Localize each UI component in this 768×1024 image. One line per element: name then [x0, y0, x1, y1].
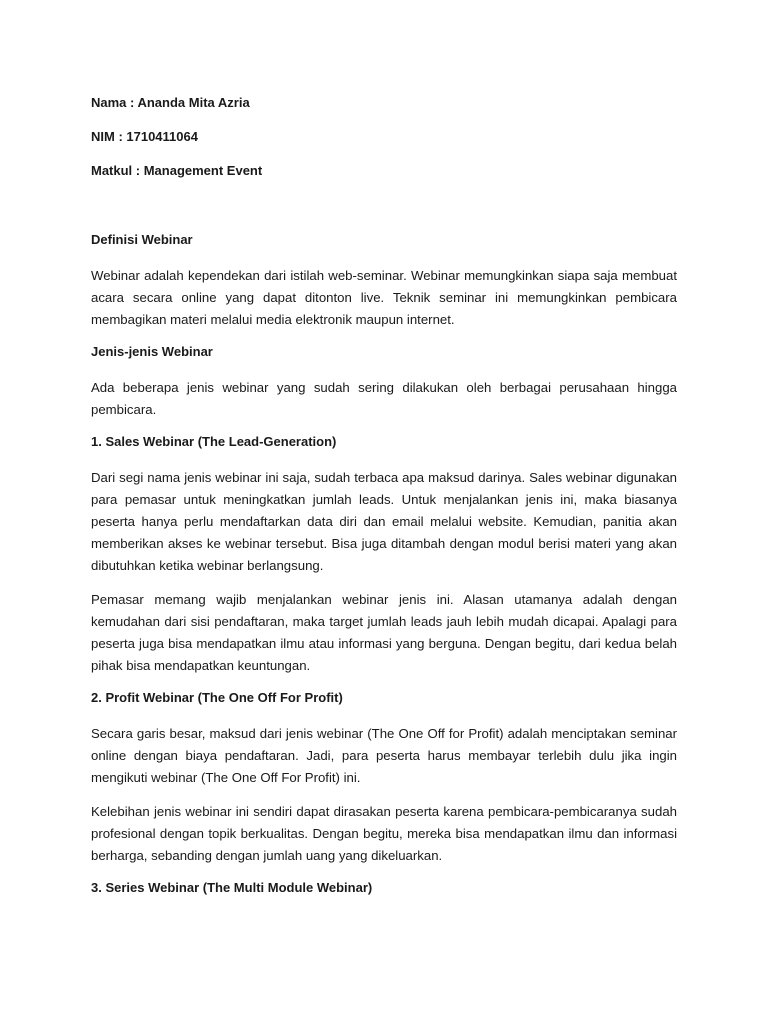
heading-sales-webinar: 1. Sales Webinar (The Lead-Generation) [91, 434, 337, 449]
paragraph-sales-1: Dari segi nama jenis webinar ini saja, sudah terbaca apa maksud darinya. Sales webinar digunakan para pemasar untuk meningkatkan jumlah leads. Untuk menjalankan jenis ini, maka biasanya peserta hanya perlu mendaftarkan data diri dan email melalui website. Kemudian, panitia akan memberikan akses ke webinar tersebut. Bisa juga ditambah dengan modul berisi materi yang akan dibutuhkan ketika webinar berlangsung. [91, 470, 677, 573]
heading-jenis: Jenis-jenis Webinar [91, 344, 213, 359]
heading-definisi: Definisi Webinar [91, 232, 193, 247]
paragraph-profit-1: Secara garis besar, maksud dari jenis webinar (The One Off for Profit) adalah menciptakan seminar online dengan biaya pendaftaran. Jadi, para peserta harus membayar terlebih dulu jika ingin mengikuti webinar (The One Off For Profit) ini. [91, 726, 677, 785]
student-nim: NIM : 1710411064 [91, 129, 198, 144]
paragraph-profit-2: Kelebihan jenis webinar ini sendiri dapat dirasakan peserta karena pembicara-pembicaranya sudah profesional dengan topik berkualitas. Dengan begitu, mereka bisa mendapatkan ilmu dan informasi berharga, sebanding dengan jumlah uang yang dikeluarkan. [91, 804, 677, 863]
paragraph-jenis: Ada beberapa jenis webinar yang sudah sering dilakukan oleh berbagai perusahaan hingga pembicara. [91, 380, 677, 417]
document-page [91, 94, 677, 913]
heading-series-webinar: 3. Series Webinar (The Multi Module Webinar) [91, 880, 373, 895]
paragraph-sales-2: Pemasar memang wajib menjalankan webinar jenis ini. Alasan utamanya adalah dengan kemudahan dari sisi pendaftaran, maka target jumlah leads jauh lebih mudah dicapai. Apalagi para peserta juga bisa mendapatkan ilmu atau informasi yang berguna. Dengan begitu, dari kedua belah pihak bisa mendapatkan keuntungan. [91, 592, 677, 673]
student-name: Nama : Ananda Mita Azria [91, 95, 250, 110]
course-name: Matkul : Management Event [91, 163, 263, 178]
paragraph-definisi: Webinar adalah kependekan dari istilah web-seminar. Webinar memungkinkan siapa saja membuat acara secara online yang dapat ditonton live. Teknik seminar ini memungkinkan pembicara membagikan materi melalui media elektronik maupun internet. [91, 268, 677, 327]
heading-profit-webinar: 2. Profit Webinar (The One Off For Profit) [91, 690, 343, 705]
